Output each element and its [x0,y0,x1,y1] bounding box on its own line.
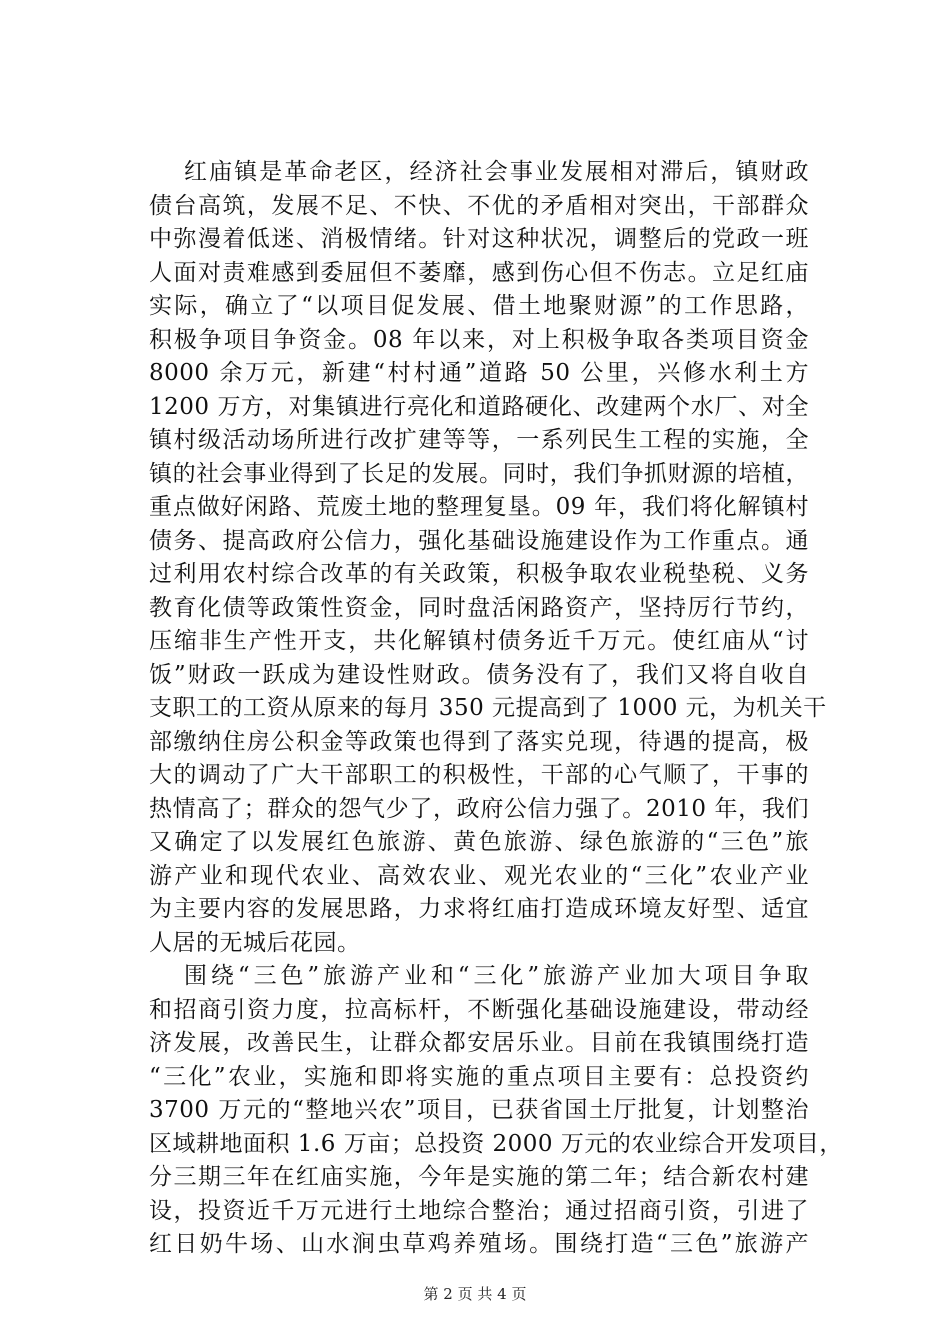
paragraph-line: 债务、提高政府公信力，强化基础设施建设作为工作重点。通 [149,527,809,554]
paragraph-line: 部缴纳住房公积金等政策也得到了落实兑现，待遇的提高，极 [149,728,809,755]
paragraph-line: 重点做好闲路、荒废土地的整理复垦。09 年，我们将化解镇村 [149,494,809,520]
paragraph-line: 大的调动了广大干部职工的积极性，干部的心气顺了，干事的 [149,762,809,788]
body-text [149,156,843,1262]
paragraph-line: 济发展，改善民生，让群众都安居乐业。目前在我镇围绕打造 [149,1030,809,1056]
paragraph-line: 围绕“三色”旅游产业和“三化”旅游产业加大项目争取 [184,963,809,989]
paragraph-line: 教育化债等政策性资金，同时盘活闲路资产，坚持厉行节约， [149,594,809,621]
paragraph-line: 游产业和现代农业、高效农业、观光农业的“三化”农业产业 [149,862,809,889]
paragraph-line: 人居的无城后花园。 [149,929,361,956]
paragraph-line: 压缩非生产性开支，共化解镇村债务近千万元。使红庙从“讨 [149,628,809,654]
paragraph-line: 镇的社会事业得到了长足的发展。同时，我们争抓财源的培植， [149,460,809,487]
paragraph-line: 分三期三年在红庙实施，今年是实施的第二年；结合新农村建 [149,1164,809,1190]
paragraph-line: 支职工的工资从原来的每月 350 元提高到了 1000 元，为机关干 [149,695,827,721]
paragraph-line: 红日奶牛场、山水涧虫草鸡养殖场。围绕打造“三色”旅游产 [149,1231,809,1257]
paragraph-line: 和招商引资力度，拉高标杆，不断强化基础设施建设，带动经 [149,996,809,1023]
paragraph-line: 为主要内容的发展思路，力求将红庙打造成环境友好型、适宜 [149,896,809,922]
paragraph-line: 债台高筑，发展不足、不快、不优的矛盾相对突出，干部群众 [149,192,809,219]
paragraph-line: 实际，确立了“以项目促发展、借土地聚财源”的工作思路， [149,293,809,319]
paragraph-line: 镇村级活动场所进行改扩建等等，一系列民生工程的实施，全 [149,427,809,453]
paragraph-line: 饭”财政一跃成为建设性财政。债务没有了，我们又将自收自 [149,661,809,688]
paragraph-line: 积极争项目争资金。08 年以来，对上积极争取各类项目资金 [149,326,809,353]
paragraph-line: “三化”农业，实施和即将实施的重点项目主要有：总投资约 [149,1063,809,1090]
paragraph-line: 8000 余万元，新建“村村通”道路 50 公里，兴修水利土方 [149,360,809,386]
paragraph-line: 中弥漫着低迷、消极情绪。针对这种状况，调整后的党政一班 [149,226,809,252]
paragraph-line: 区域耕地面积 1.6 万亩；总投资 2000 万元的农业综合开发项目， [149,1130,843,1157]
paragraph-line: 过利用农村综合改革的有关政策，积极争取农业税垫税、义务 [149,561,809,587]
paragraph-line: 1200 万方，对集镇进行亮化和道路硬化、改建两个水厂、对全 [149,393,809,420]
paragraph-line: 又确定了以发展红色旅游、黄色旅游、绿色旅游的“三色”旅 [149,829,809,855]
paragraph-line: 3700 万元的“整地兴农”项目，已获省国土厅批复，计划整治 [149,1097,809,1123]
paragraph-line: 热情高了；群众的怨气少了，政府公信力强了。2010 年，我们 [149,795,809,822]
paragraph-line: 红庙镇是革命老区，经济社会事业发展相对滞后，镇财政 [184,159,809,185]
page-number-footer: 第 2 页 共 4 页 [423,1285,527,1303]
paragraph-line: 设，投资近千万元进行土地综合整治；通过招商引资，引进了 [149,1197,809,1224]
paragraph-line: 人面对责难感到委屈但不萎靡，感到伤心但不伤志。立足红庙 [149,259,809,286]
